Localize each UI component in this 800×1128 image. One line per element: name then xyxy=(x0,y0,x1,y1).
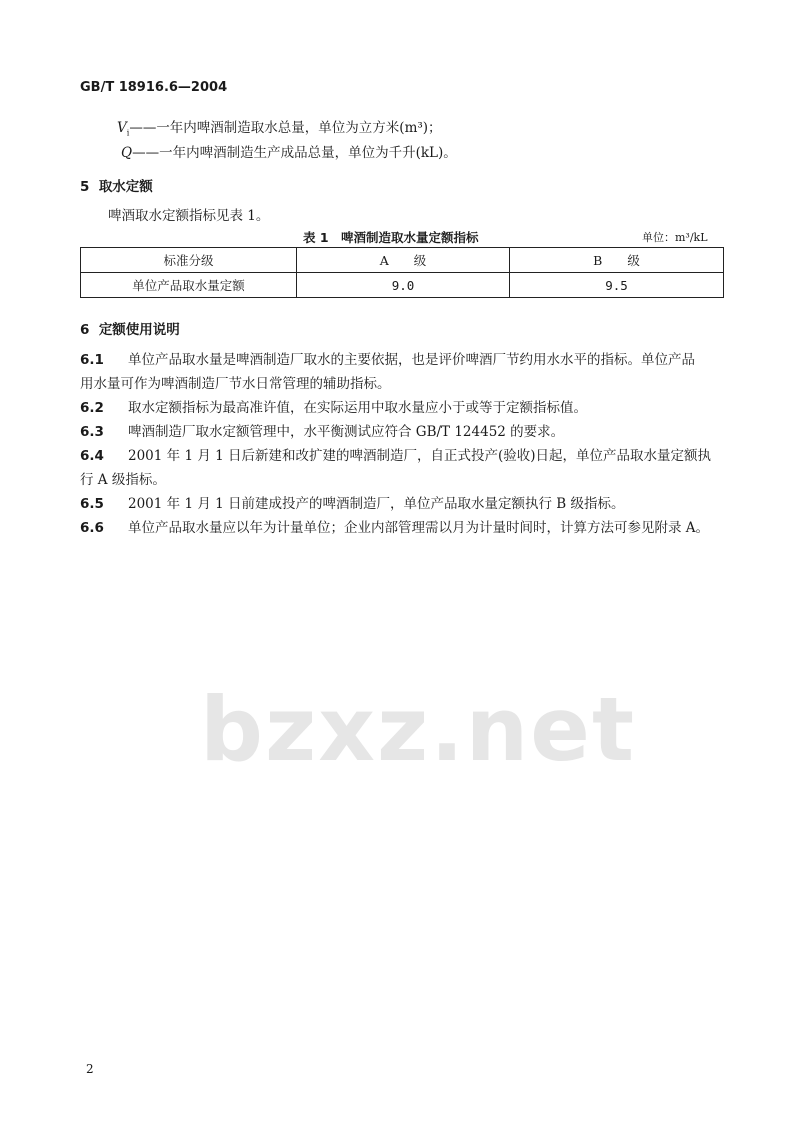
clause-item xyxy=(80,492,625,512)
section-title: 定额使用说明 xyxy=(98,322,180,338)
subscript: i xyxy=(126,128,130,138)
header-cell: A 级 xyxy=(297,248,510,273)
section-6-heading xyxy=(80,318,180,338)
definition-text: ——一年内啤酒制造生产成品总量，单位为千升(kL)。 xyxy=(132,145,457,161)
clause-item xyxy=(80,396,587,416)
clause-number: 6.3 xyxy=(80,424,104,440)
section-5-heading xyxy=(80,175,153,195)
clause-continuation xyxy=(80,372,391,392)
definition-text: ——一年内啤酒制造取水总量，单位为立方米(m³)； xyxy=(129,120,442,136)
watermark: bzxz.net xyxy=(200,678,637,781)
clause-item xyxy=(80,348,695,368)
clause-text: 单位产品取水量是啤酒制造厂取水的主要依据，也是评价啤酒厂节约用水水平的指标。单位产品 xyxy=(128,352,695,368)
clause-number: 6.2 xyxy=(80,400,104,416)
definition-vi xyxy=(117,116,442,138)
section-number: 5 xyxy=(80,179,90,195)
symbol: Q xyxy=(121,145,133,161)
section-title: 取水定额 xyxy=(98,179,153,195)
symbol: V xyxy=(117,120,127,136)
clause-item xyxy=(80,420,564,440)
clause-continuation xyxy=(80,468,166,488)
clause-text: 2001 年 1 月 1 日后新建和改扩建的啤酒制造厂，自正式投产(验收)日起，单位产品取水量定额执 xyxy=(128,448,712,464)
clause-number: 6.5 xyxy=(80,496,104,512)
clause-text: 行 A 级指标。 xyxy=(80,472,166,488)
table-unit: 单位：m³/kL xyxy=(642,231,708,244)
clause-item xyxy=(80,516,709,536)
cell-value: 9.5 xyxy=(510,273,724,298)
quota-table xyxy=(80,247,724,298)
clause-item xyxy=(80,444,711,464)
header-cell: 标准分级 xyxy=(81,248,297,273)
clause-number: 6.1 xyxy=(80,352,104,368)
clause-text: 取水定额指标为最高准许值，在实际运用中取水量应小于或等于定额指标值。 xyxy=(128,400,587,416)
table-caption: 表 1 啤酒制造取水量定额指标 xyxy=(303,230,479,245)
section-number: 6 xyxy=(80,322,90,338)
header-cell: B 级 xyxy=(510,248,724,273)
table-header-row xyxy=(81,248,724,273)
clause-text: 啤酒制造厂取水定额管理中，水平衡测试应符合 GB/T 124452 的要求。 xyxy=(128,424,565,440)
definition-q xyxy=(121,141,457,161)
standard-header: GB/T 18916.6—2004 xyxy=(80,80,228,95)
clause-number: 6.4 xyxy=(80,448,104,464)
clause-number: 6.6 xyxy=(80,520,104,536)
clause-text: 用水量可作为啤酒制造厂节水日常管理的辅助指标。 xyxy=(80,376,391,392)
section-5-intro: 啤酒取水定额指标见表 1。 xyxy=(108,208,270,224)
table-row xyxy=(81,273,724,298)
clause-text: 单位产品取水量应以年为计量单位；企业内部管理需以月为计量时间时，计算方法可参见附录 A。 xyxy=(128,520,710,536)
page-number: 2 xyxy=(86,1062,94,1076)
cell-value: 9.0 xyxy=(297,273,510,298)
row-label: 单位产品取水量定额 xyxy=(81,273,297,298)
clause-text: 2001 年 1 月 1 日前建成投产的啤酒制造厂，单位产品取水量定额执行 B 级指标。 xyxy=(128,496,625,512)
